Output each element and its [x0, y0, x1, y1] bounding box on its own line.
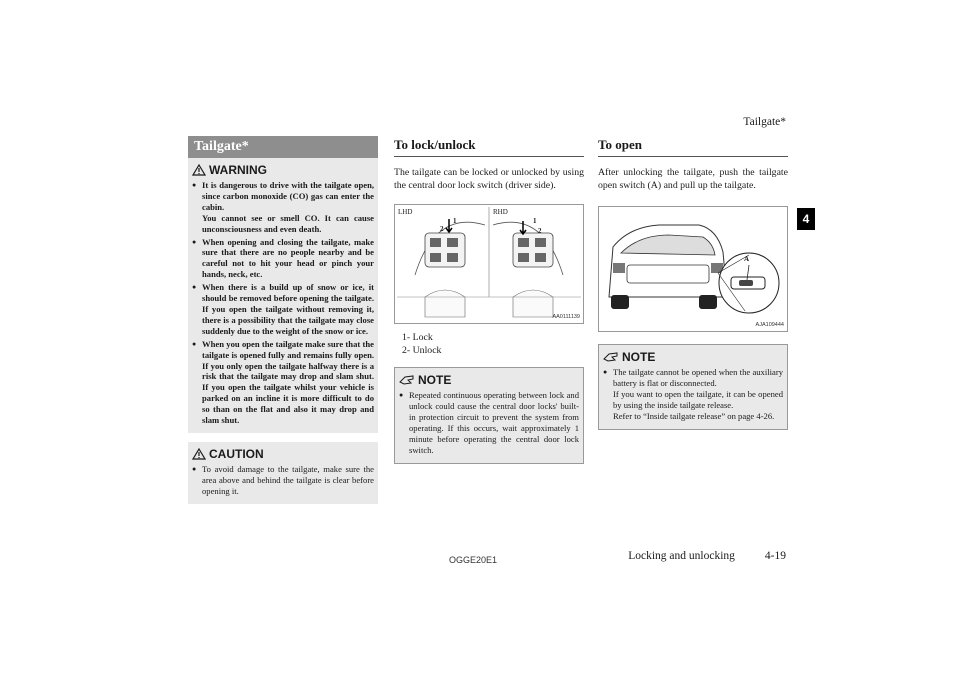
note-text: Repeated continuous operating between lock and unlock could cause the central door locks' built-in protection circuit to prevent the system from operating. If this occurs, wait approximately 1 minute before operating the central door lock switch.: [409, 390, 579, 455]
warning-text: When you open the tailgate make sure that the tailgate is opened fully and remains fully open. If you only open the tailgate halfway there is a risk that the tailgate may drop and slam shut. If you open the tailgate whilst your vehicle is parked on an incline it is more difficult to do so than on the flat and also it may drop and slam shut.: [202, 338, 374, 426]
warning-item: [192, 237, 374, 281]
rhd-label: RHD: [493, 208, 508, 217]
figure-code: AJA109444: [755, 322, 784, 329]
note-text: Refer to “Inside tailgate release” on page 4-26.: [613, 410, 775, 421]
note-text: If you want to open the tailgate, it can be opened by using the inside tailgate release.: [613, 389, 783, 410]
bullet-icon: ●: [399, 391, 404, 400]
warning-triangle-icon: [192, 164, 206, 176]
note-label: NOTE: [418, 373, 452, 388]
lock-switch-illustration: [395, 205, 583, 323]
legend-item: 2- Unlock: [402, 344, 442, 356]
figure-legend: [394, 332, 584, 357]
caution-box: [188, 442, 378, 504]
lhd-label: LHD: [398, 208, 413, 217]
warning-text: You cannot see or smell CO. It can cause unconsciousness and even death.: [202, 212, 374, 234]
running-head: Tailgate*: [743, 116, 786, 128]
caution-item: [192, 464, 374, 497]
callout-2: 2: [440, 225, 444, 234]
note-text: The tailgate cannot be opened when the auxiliary battery is flat or disconnected.: [613, 367, 783, 389]
bullet-icon: ●: [192, 339, 197, 348]
caution-text: To avoid damage to the tailgate, make sure the area above and behind the tailgate is clear before opening it.: [202, 463, 374, 496]
warning-item: [192, 339, 374, 426]
warning-text: When opening and closing the tailgate, make sure that there are no people nearby and be careful not to hit your head or pinch your hands, neck, etc.: [202, 236, 374, 280]
bullet-icon: ●: [192, 283, 197, 292]
warning-text: When there is a build up of snow or ice, it should be removed before opening the tailgate. If you open the tailgate without removing it, there is a possibility that the tailgate may close suddenly due to the weight of the snow or ice.: [202, 282, 374, 336]
bullet-icon: ●: [192, 464, 197, 473]
legend-item: 1- Lock: [402, 332, 433, 344]
footer-section: Locking and unlocking: [628, 550, 735, 562]
note-box: [598, 344, 788, 430]
column-tailgate: [188, 136, 378, 504]
warning-item: [192, 180, 374, 235]
note-label: NOTE: [622, 350, 656, 365]
section-heading: To open: [598, 136, 788, 157]
lock-switch-figure: [394, 204, 584, 324]
note-box: [394, 367, 584, 463]
bullet-icon: ●: [192, 237, 197, 246]
figure-code: AA0111139: [552, 314, 580, 321]
body-text: The tailgate can be locked or unlocked by using the central door lock switch (driver side).: [394, 167, 584, 191]
section-title: Tailgate*: [188, 136, 378, 158]
note-item: [603, 367, 783, 422]
note-header: [603, 349, 783, 365]
bullet-icon: ●: [192, 181, 197, 189]
note-hand-icon: [399, 374, 415, 386]
callout-1: 1: [453, 217, 457, 226]
caution-triangle-icon: [192, 448, 206, 460]
column-lock-unlock: [394, 136, 584, 464]
caution-header: [192, 446, 374, 462]
warning-box: [188, 158, 378, 433]
tailgate-figure: [598, 206, 788, 332]
note-item: [399, 390, 579, 455]
callout-2: 2: [538, 227, 542, 236]
warning-item: [192, 282, 374, 337]
chapter-tab: 4: [797, 208, 815, 230]
caution-label: CAUTION: [209, 446, 264, 461]
warning-header: [192, 162, 374, 178]
document-code: OGGE20E1: [449, 555, 498, 565]
callout-a: A: [744, 255, 750, 264]
warning-text: It is dangerous to drive with the tailgate open, since carbon monoxide (CO) gas can enter the cabin.: [202, 180, 374, 212]
body-text: After unlocking the tailgate, push the tailgate open switch (A) and pull up the tailgate.: [598, 167, 788, 191]
note-header: [399, 372, 579, 388]
bullet-icon: ●: [603, 368, 608, 377]
column-to-open: [598, 136, 788, 430]
note-hand-icon: [603, 351, 619, 363]
warning-label: WARNING: [209, 163, 267, 177]
callout-1: 1: [533, 217, 537, 226]
tailgate-illustration: [599, 207, 787, 331]
section-heading: To lock/unlock: [394, 136, 584, 157]
page-footer: [628, 550, 786, 562]
page-number: 4-19: [764, 550, 786, 562]
